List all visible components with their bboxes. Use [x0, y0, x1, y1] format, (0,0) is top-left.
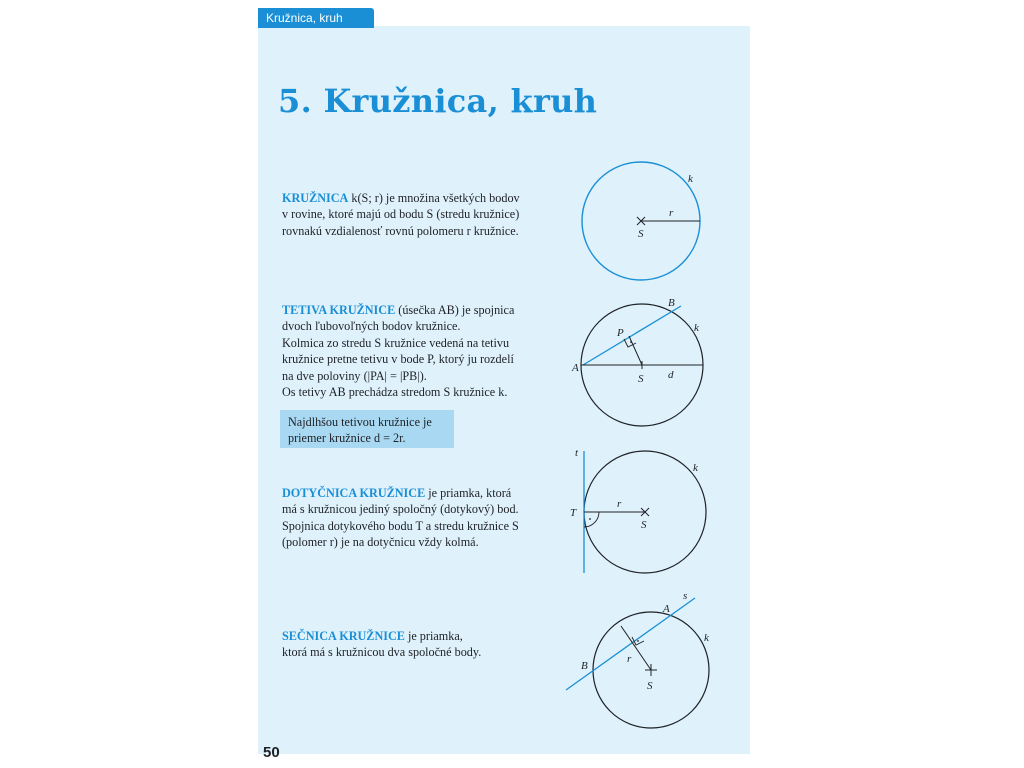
label-T: T	[570, 507, 577, 519]
dotycnica-line-3: Spojnica dotykového bodu T a stredu kružnice S	[282, 518, 519, 533]
tetiva-line-6: Os tetivy AB prechádza stredom S kružnice k.	[282, 385, 508, 400]
figure-secnica	[566, 590, 710, 728]
tetiva-line-4: kružnice pretne tetivu v bode P, ktorý ju rozdelí	[282, 352, 514, 367]
label-S: S	[638, 228, 644, 240]
label-P: P	[617, 327, 624, 339]
label-S: S	[641, 519, 647, 531]
center-mark	[645, 664, 657, 676]
label-S: S	[647, 680, 653, 692]
right-angle-arc	[584, 512, 599, 527]
chapter-tab: Kružnica, kruh	[258, 8, 374, 28]
note-line-1: Najdlhšou tetivou kružnice je	[288, 415, 432, 429]
right-angle-dot	[589, 518, 591, 520]
label-k: k	[693, 462, 698, 474]
label-r: r	[669, 207, 674, 219]
label-B: B	[668, 297, 675, 309]
kruznica-line-3: rovnakú vzdialenosť rovnú polomeru r kružnice.	[282, 223, 519, 238]
kruznica-line-2: v rovine, ktoré majú od bodu S (stredu kružnice)	[282, 207, 520, 222]
right-angle-dot	[637, 640, 639, 642]
label-B: B	[581, 660, 588, 672]
label-A: A	[663, 603, 670, 615]
label-d: d	[668, 369, 674, 381]
label-t: t	[575, 447, 579, 459]
figure-dotycnica	[570, 447, 706, 573]
page-title: 5. Kružnica, kruh	[278, 82, 598, 120]
figure-tetiva	[571, 297, 703, 426]
term-secnica: SEČNICA KRUŽNICE	[282, 629, 405, 643]
label-k: k	[704, 632, 709, 644]
perpendicular-SP	[629, 336, 642, 365]
label-r: r	[617, 498, 622, 510]
chord-AB	[583, 306, 681, 365]
figure-kruznica	[582, 162, 700, 280]
note-line-2: priemer kružnice d = 2r.	[288, 431, 406, 446]
term-tetiva: TETIVA KRUŽNICE	[282, 303, 396, 317]
dotycnica-line-2: má s kružnicou jediný spoločný (dotykový) bod.	[282, 502, 519, 517]
dotycnica-line-4: (polomer r) je na dotyčnicu vždy kolmá.	[282, 535, 479, 550]
dotycnica-line-1: DOTYČNICA KRUŽNICE je priamka, ktorá	[282, 486, 512, 500]
tetiva-line-5: na dve poloviny (|PA| = |PB|).	[282, 368, 427, 383]
tetiva-line-2: dvoch ľubovoľných bodov kružnice.	[282, 319, 461, 334]
tetiva-line-1: TETIVA KRUŽNICE (úsečka AB) je spojnica	[282, 303, 515, 317]
right-angle-dot	[630, 341, 632, 343]
kruznica-line-1: KRUŽNICA k(S; r) je množina všetkých bodov	[282, 191, 520, 205]
label-r: r	[627, 653, 632, 665]
label-s: s	[683, 590, 688, 602]
secant-s	[566, 598, 695, 690]
label-A: A	[572, 362, 579, 374]
term-kruznica: KRUŽNICA	[282, 191, 349, 205]
label-k: k	[694, 322, 699, 334]
page-number: 50	[263, 744, 280, 761]
tetiva-line-3: Kolmica zo stredu S kružnice vedená na tetivu	[282, 335, 510, 350]
right-angle-mark	[624, 339, 636, 347]
secnica-line-2: ktorá má s kružnicou dva spoločné body.	[282, 645, 482, 660]
label-k: k	[688, 173, 693, 185]
secnica-line-1: SEČNICA KRUŽNICE je priamka,	[282, 629, 463, 643]
label-S: S	[638, 373, 644, 385]
term-dotycnica: DOTYČNICA KRUŽNICE	[282, 486, 426, 500]
